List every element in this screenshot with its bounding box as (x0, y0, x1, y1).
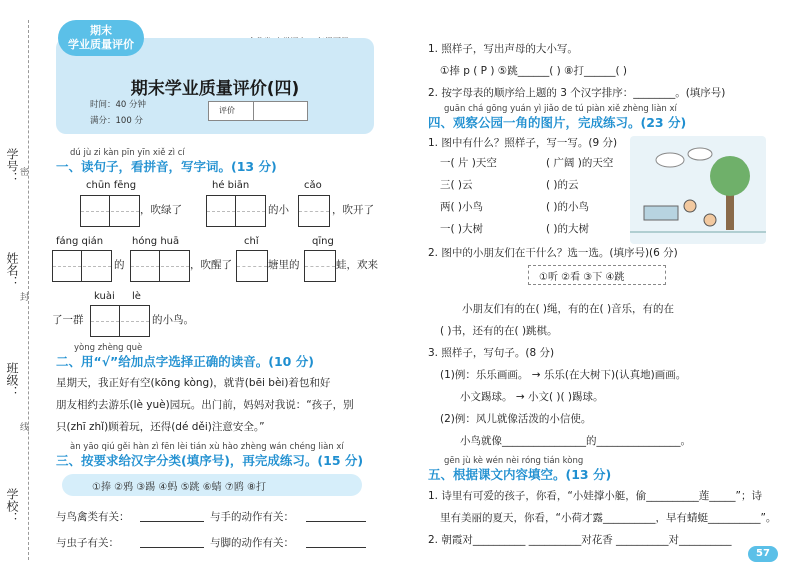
section3-title: 三、按要求给汉字分类(填序号)，再完成练习。(15 分) (56, 453, 364, 468)
section3-pinyin: àn yāo qiú gěi hàn zì fēn lèi tián xù hào zhèng wán chéng liàn xí (70, 442, 344, 452)
badge-line1: 期末 (90, 24, 112, 37)
category-label: 与手的动作有关： (210, 511, 294, 523)
section1-pinyin: dú jù zi kàn pīn yīn xiě zì cí (70, 148, 185, 158)
seal-mark: 线 (20, 423, 30, 433)
writing-grid[interactable] (298, 195, 330, 227)
s4-q3-line: (2)例：风儿就像活泼的小信使。 (440, 413, 592, 425)
s5-line: 2. 朝霞对__________ __________对花香 __________对__________ (428, 534, 732, 546)
category-label: 与鸟禽类有关： (56, 511, 130, 523)
writing-grid[interactable] (304, 250, 336, 282)
category-label: 与脚的动作有关： (210, 537, 294, 549)
writing-grid[interactable] (236, 250, 268, 282)
pinyin-qing: qīng (312, 236, 334, 247)
writing-grid[interactable] (80, 195, 140, 227)
s4-q2-line: ( )书，还有的在( )跳棋。 (440, 325, 558, 337)
section1-title: 一、读句子，看拼音，写字词。(13 分) (56, 159, 277, 174)
r1-example: ①捧 p ( P ) ⑤跳______( ) ⑧打______( ) (440, 65, 628, 77)
pinyin-fangqian: fáng qián (56, 236, 104, 247)
page-number: 57 (748, 546, 778, 562)
s4-row: 两( )小鸟 (440, 201, 484, 213)
sentence-text: ，吹绿了 (140, 204, 182, 216)
seal-mark: 密 (20, 168, 30, 178)
answer-blank[interactable] (306, 547, 366, 548)
name-label: 姓名： (5, 252, 19, 288)
sentence-text: 的小鸟。 (152, 314, 194, 326)
s4-row: ( 广阔 )的天空 (546, 157, 614, 169)
sentence-text: 蛙，欢来 (336, 259, 378, 271)
section2-line: 朋友相约去游乐(lè yuè)园玩。出门前，妈妈对我说：“孩子，别 (56, 399, 354, 411)
s4-row: ( )的大树 (546, 223, 590, 235)
s4-row: 一( )大树 (440, 223, 484, 235)
choice-options (528, 265, 666, 285)
section4-title: 四、观察公园一角的图片，完成练习。(23 分) (428, 115, 687, 130)
answer-blank[interactable] (140, 547, 204, 548)
sentence-text: ，吹开了 (332, 204, 374, 216)
answer-blank[interactable] (140, 521, 204, 522)
exam-title: 期末学业质量评价(四) (130, 79, 300, 99)
sentence-text: 塘里的 (268, 259, 300, 271)
pinyin-honghua: hóng huā (132, 236, 180, 247)
student-id-label: 学号： (5, 148, 19, 184)
s4-q3-line: 小鸟就像________________的________________。 (460, 435, 691, 447)
pinyin-hebian: hé biān (212, 180, 250, 191)
s4-q3-line: 小文踢球。 → 小文( )( )踢球。 (460, 391, 604, 403)
pinyin-kuai: kuài (94, 291, 115, 302)
section5-title: 五、根据课文内容填空。(13 分) (428, 467, 612, 482)
pinyin-cao: cǎo (304, 180, 322, 191)
sentence-text: 的小 (268, 204, 289, 216)
score-label: 评价 (219, 106, 235, 115)
s4-row: ( )的云 (546, 179, 579, 191)
category-label: 与虫子有关： (56, 537, 119, 549)
writing-grid[interactable] (206, 195, 266, 227)
section2-line: 只(zhī zhǐ)顾着玩，还得(dé děi)注意安全。” (56, 421, 265, 433)
pinyin-chi: chǐ (244, 236, 259, 247)
s4-row: 一( 片 )天空 (440, 157, 497, 169)
answer-blank[interactable] (306, 521, 366, 522)
section2-pinyin: yòng zhèng què (74, 343, 143, 353)
writing-grid[interactable] (90, 305, 150, 337)
section4-pinyin: guān chá gōng yuán yì jiǎo de tú piàn xiě zhèng liàn xí (444, 104, 677, 114)
class-label: 班级： (5, 362, 19, 398)
s4-row: ( )的小鸟 (546, 201, 590, 213)
pinyin-chunfeng: chūn fēng (86, 180, 137, 191)
sentence-text: ，吹醒了 (190, 259, 232, 271)
seal-mark: 封 (20, 293, 30, 303)
sentence-text: 的 (114, 259, 125, 271)
s4-q3-line: (1)例：乐乐画画。 → 乐乐(在大树下)(认真地)画画。 (440, 369, 687, 381)
s4-q1: 1. 图中有什么？照样子，写一写。(9 分) (428, 137, 618, 149)
section2-title: 二、用“√”给加点字选择正确的读音。(10 分) (56, 354, 314, 369)
s4-q2-line: 小朋友们有的在( )绳，有的在( )音乐，有的在 (462, 303, 675, 315)
exam-badge (58, 20, 144, 56)
school-label: 学校： (5, 488, 19, 524)
sentence-text: 了一群 (52, 314, 84, 326)
s4-q3: 3. 照样子，写句子。(8 分) (428, 347, 555, 359)
score-box[interactable] (208, 101, 308, 121)
pinyin-le: lè (132, 291, 141, 302)
char-options (62, 474, 362, 496)
binding-sidebar (0, 0, 48, 574)
badge-line2: 学业质量评价 (68, 38, 134, 51)
s5-line: 里有美丽的夏天，你看，“小荷才露__________，早有蜻蜓__________”。 (440, 512, 777, 524)
r1-q1: 1. 照样子，写出声母的大小写。 (428, 43, 578, 55)
full-score: 满分：100 分 (90, 116, 143, 126)
time-limit: 时间：40 分钟 (90, 100, 147, 110)
section5-pinyin: gēn jù kè wén nèi róng tián kòng (444, 456, 584, 466)
s5-line: 1. 诗里有可爱的孩子，你看，“小娃撑小艇，偷__________莲_____”；诗 (428, 490, 762, 502)
writing-grid[interactable] (52, 250, 112, 282)
choice-list: ①听 ②看 ③下 ④跳 (539, 272, 625, 283)
char-list: ①捧 ②鸦 ③踢 ④蚂 ⑤跳 ⑥蜻 ⑦鸥 ⑧打 (92, 482, 266, 493)
s4-q2: 2. 图中的小朋友们在干什么？选一选。(填序号)(6 分) (428, 247, 678, 259)
writing-grid[interactable] (130, 250, 190, 282)
r1-q2: 2. 按字母表的顺序给上题的 3 个汉字排序：________。(填序号) (428, 87, 726, 99)
park-illustration (630, 136, 766, 244)
s4-row: 三( )云 (440, 179, 473, 191)
section2-line: 星期天，我正好有空(kōng kòng)，就背(bēi bèi)着包和好 (56, 377, 331, 389)
